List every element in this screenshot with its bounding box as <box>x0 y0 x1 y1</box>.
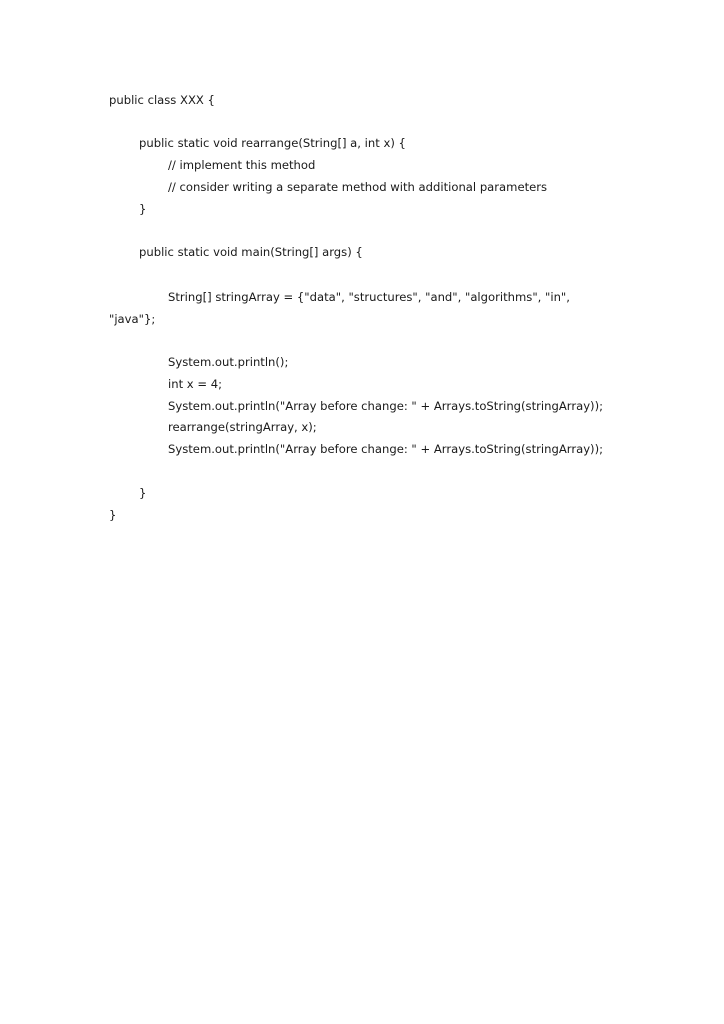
rearrange-method-signature: public static void rearrange(String[] a, int x) { <box>139 136 406 150</box>
comment-consider-line: // consider writing a separate method with additional parameters <box>168 180 548 194</box>
println-empty-line: System.out.println(); <box>168 355 289 369</box>
rearrange-call-line: rearrange(stringArray, x); <box>168 420 317 434</box>
class-closing-brace: } <box>109 508 117 522</box>
string-array-continuation: "java"}; <box>109 312 156 326</box>
comment-implement-line: // implement this method <box>168 158 316 172</box>
class-declaration-line: public class XXX { <box>109 93 215 107</box>
rearrange-closing-brace: } <box>139 202 147 216</box>
main-method-signature: public static void main(String[] args) { <box>139 245 363 259</box>
println-after-change-line: System.out.println("Array before change: " + Arrays.toString(stringArray)); <box>168 442 604 456</box>
main-closing-brace: } <box>139 486 147 500</box>
int-x-declaration: int x = 4; <box>168 377 223 391</box>
println-before-change-line: System.out.println("Array before change: " + Arrays.toString(stringArray)); <box>168 399 604 413</box>
string-array-declaration: String[] stringArray = {"data", "structures", "and", "algorithms", "in", <box>168 290 570 304</box>
